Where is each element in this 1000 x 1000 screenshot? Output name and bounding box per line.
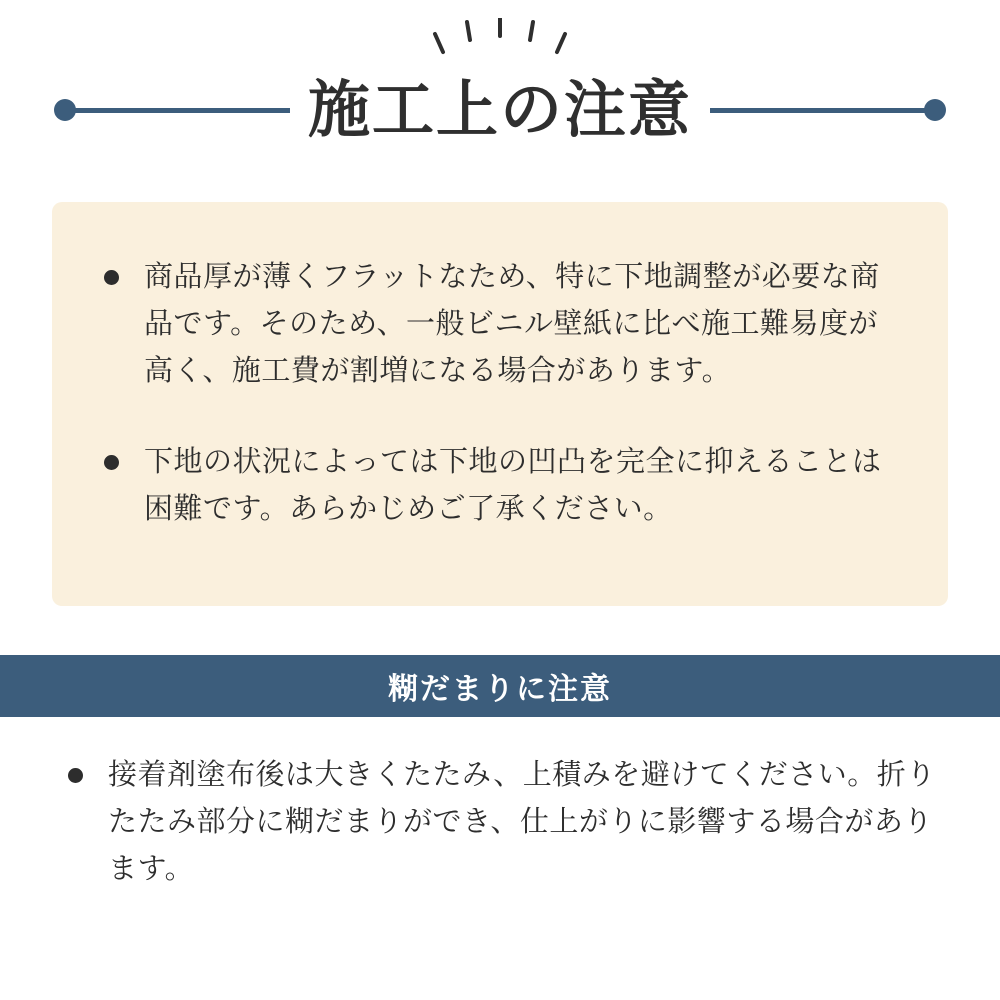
notice-list bbox=[96, 254, 904, 533]
notice-card bbox=[52, 202, 948, 606]
title-dot-right bbox=[924, 99, 946, 121]
title-dot-left bbox=[54, 99, 76, 121]
list-item-text: 接着剤塗布後は大きくたたみ、上積みを避けてください。折りたたみ部分に糊だまりができ、仕上がりに影響する場合があります。 bbox=[108, 759, 936, 885]
section-band bbox=[0, 655, 1000, 717]
title-row bbox=[0, 60, 1000, 160]
lower-section bbox=[52, 752, 948, 893]
bullet-dot-icon bbox=[68, 768, 83, 783]
title-rule-left bbox=[60, 108, 290, 113]
list-item bbox=[96, 254, 904, 395]
lower-list bbox=[60, 752, 940, 893]
sparkle-icon bbox=[430, 18, 570, 64]
list-item-text: 下地の状況によっては下地の凹凸を完全に抑えることは困難です。あらかじめご了承ください。 bbox=[144, 445, 882, 525]
title-rule-right bbox=[710, 108, 940, 113]
title-block bbox=[0, 0, 1000, 180]
section-band-title: 糊だまりに注意 bbox=[388, 672, 612, 707]
list-item-text: 商品厚が薄くフラットなため、特に下地調整が必要な商品です。そのため、一般ビニル壁紙に比べ施工難易度が高く、施工費が割増になる場合があります。 bbox=[144, 261, 880, 387]
bullet-dot-icon bbox=[104, 455, 119, 470]
list-item bbox=[96, 439, 904, 533]
page-title: 施工上の注意 bbox=[307, 73, 692, 146]
list-item bbox=[60, 752, 940, 893]
bullet-dot-icon bbox=[104, 270, 119, 285]
